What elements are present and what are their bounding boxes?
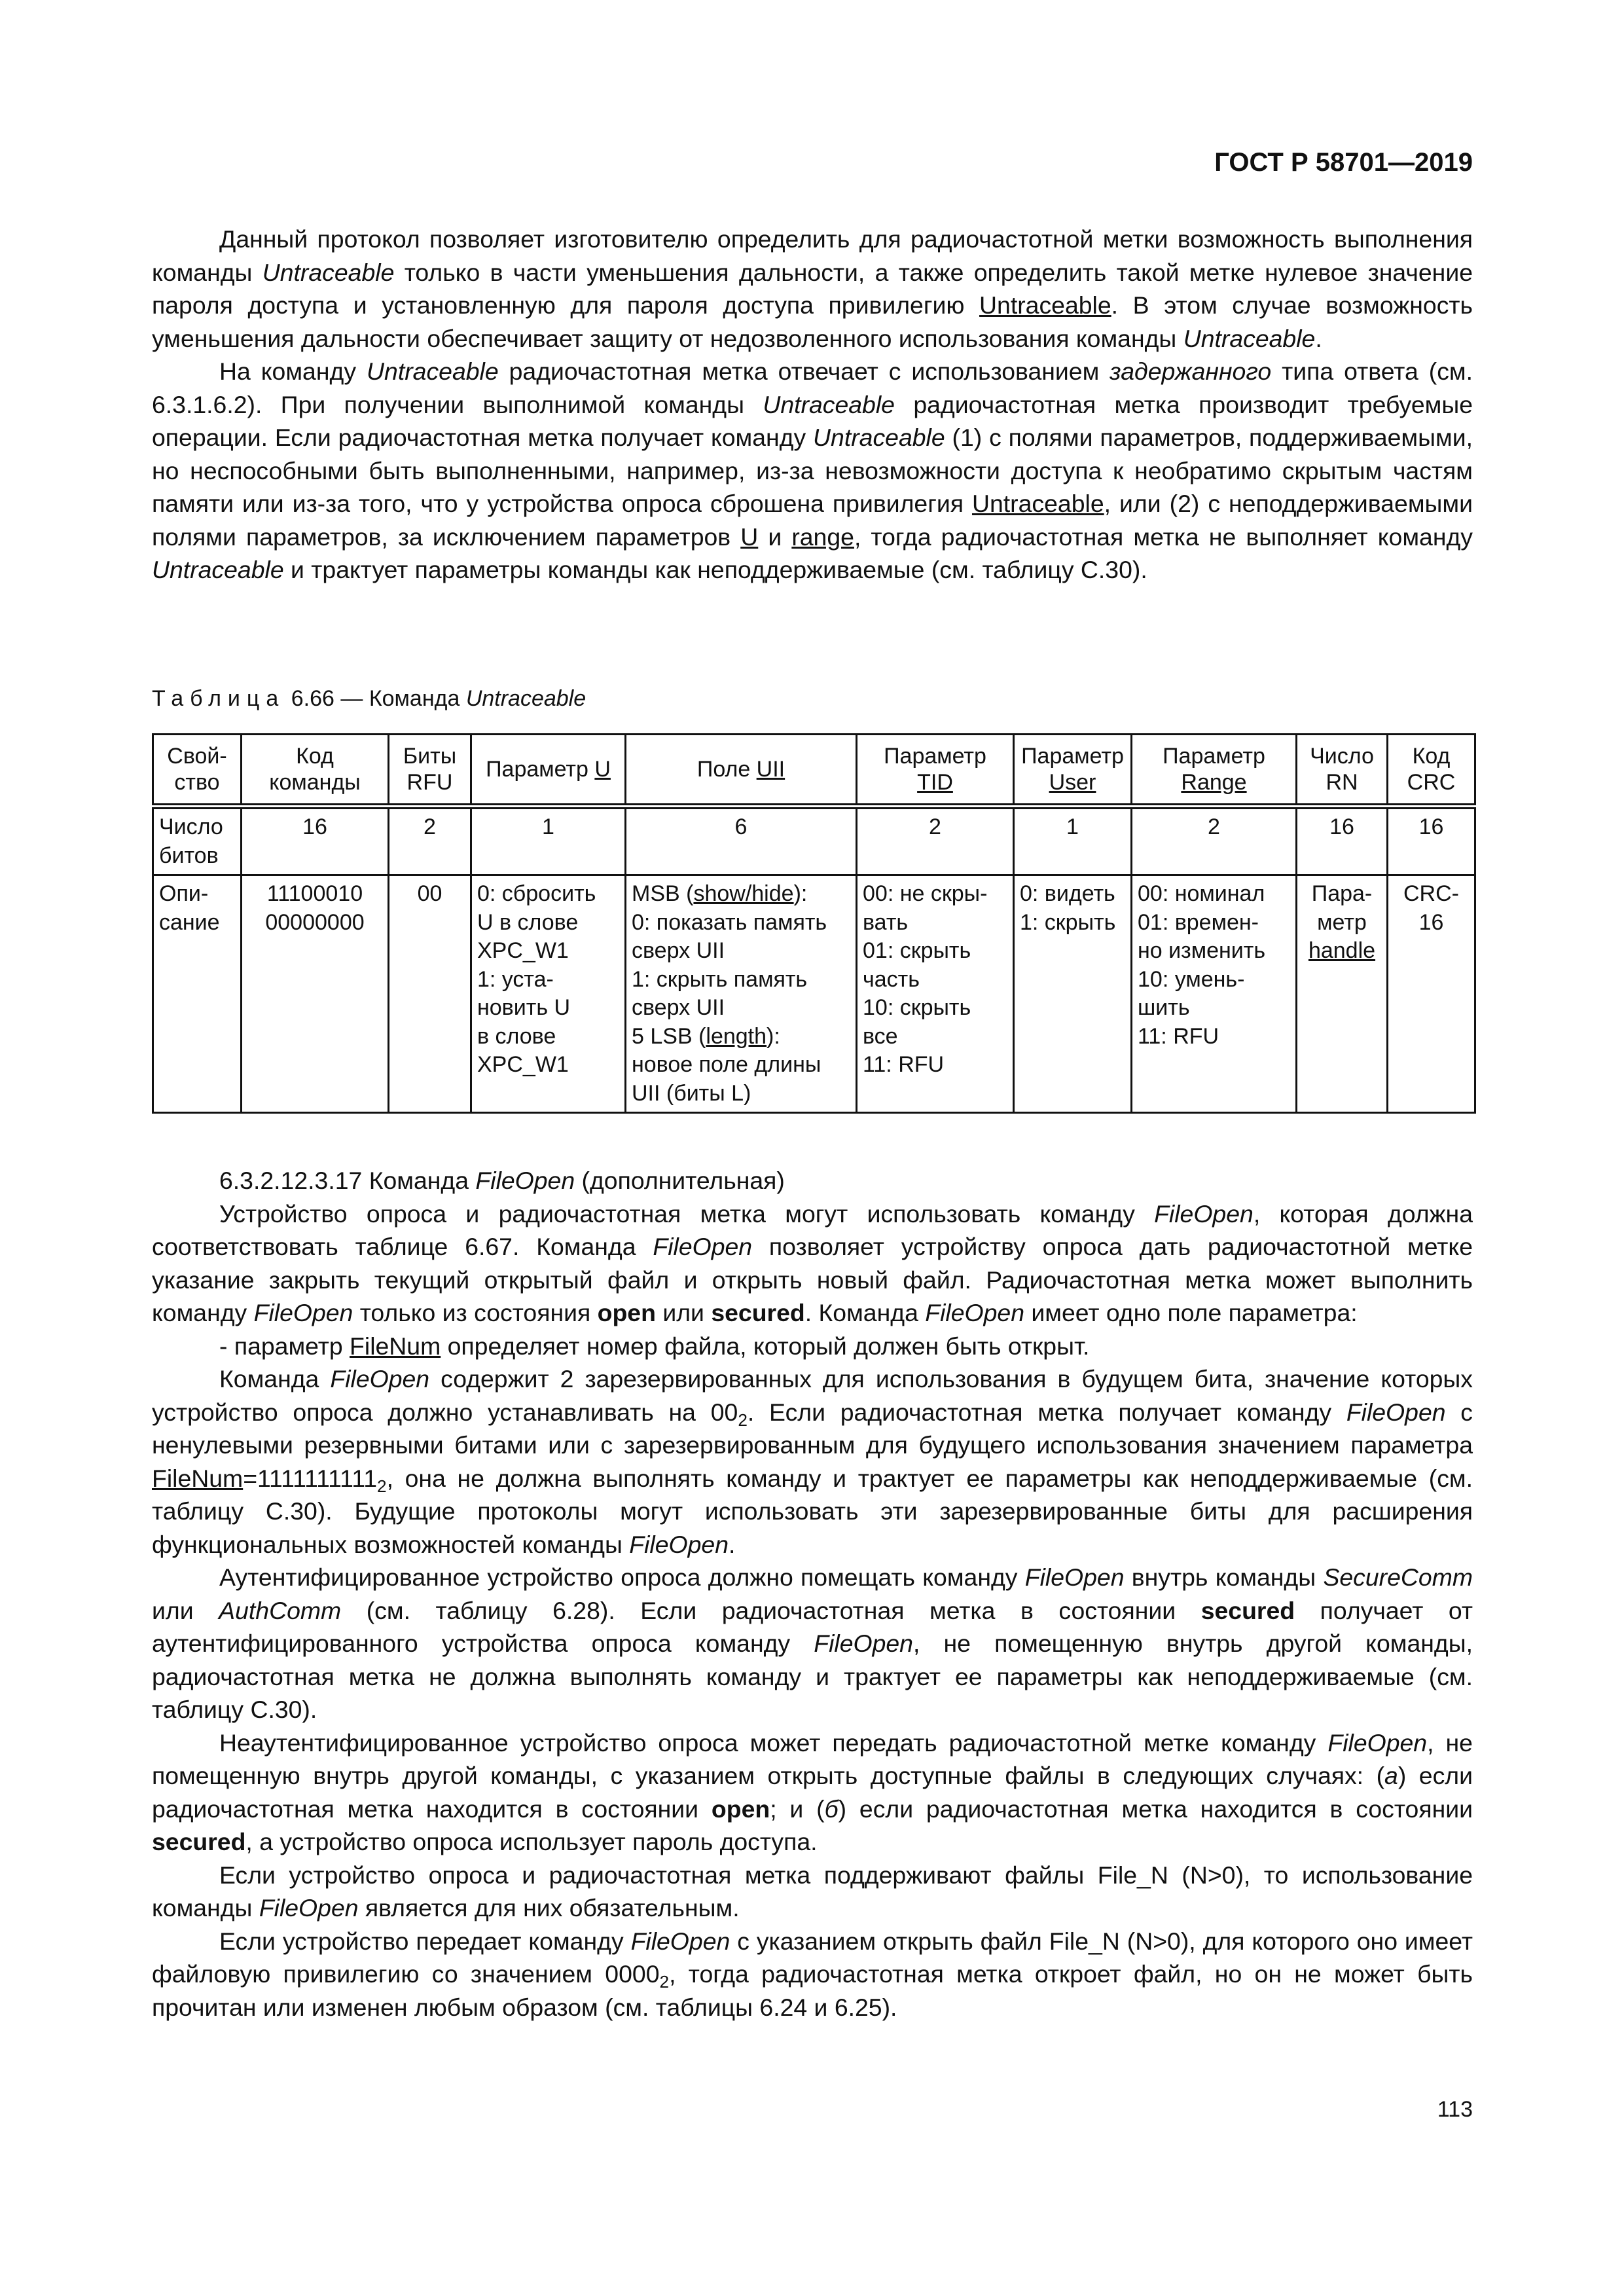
table-cell: 00: номинал 01: времен- но изменить 10: умень- шить 11: RFU — [1132, 875, 1297, 1113]
paragraph: Если устройство передает команду FileOpen с указанием открыть файл File_N (N>0), для которого оно имеет файловую привилегию со значением $0000_2$, тогда радиочастотная метка откроет файл, но он не может быть прочитан или изменен любым образом (см. таблицы 6.24 и 6.25). — [152, 1927, 1473, 2021]
header-cell: Параметр User — [1014, 735, 1132, 807]
paragraph: Команда FileOpen содержит 2 зарезервированных для использования в будущем бита, значение которых устройство опроса должно устанавливать на $00_2$. Если радиочастотная метка получает команду FileOpen с ненулевыми резервными битами или с зарезервированным для будущего использования значением параметра $FileNum=1111111111_2$, она не должна выполнять команду и трактует ее параметры как неподдерживаемые (см. таблицу С.30). Будущие протоколы могут использовать эти зарезервированные биты для расширения функциональных возможностей команды FileOpen. — [152, 1365, 1473, 1558]
table-cell: Опи- сание — [153, 875, 242, 1113]
table-cell: 0: видеть 1: скрыть — [1014, 875, 1132, 1113]
section-heading: 6.3.2.12.3.17 Команда FileOpen (дополнительная) — [219, 1167, 785, 1194]
table-cell: 16 — [1388, 807, 1475, 875]
document-header — [152, 148, 1473, 177]
underlined-term: FileNum — [152, 1464, 244, 1492]
paragraph: На команду Untraceable радиочастотная метка отвечает с использованием задержанного типа ответа (см. 6.3.1.6.2). При получении выполнимой команды Untraceable радиочастотная метка производит требуемые операции. Если радиочастотная метка получает команду Untraceable (1) с полями параметров, поддерживаемыми, но неспособными быть выполненными, например, из-за невозможности доступа к необратимо скрытым частям памяти или из-за того, что у устройства опроса сброшена привилегия Untraceable, или (2) с неподдерживаемыми полями параметров, за исключением параметров U и range, тогда радиочастотная метка не выполняет команду Untraceable и трактует параметры команды как неподдерживаемые (см. таблицу С.30). — [152, 357, 1473, 583]
header-cell: Параметр TID — [857, 735, 1014, 807]
header-cell: Код команды — [242, 735, 389, 807]
table-cell: 00 — [389, 875, 471, 1113]
paragraph: Неаутентифицированное устройство опроса может передать радиочастотной метке команду FileOpen, не помещенную внутрь другой команды, с указанием открыть доступные файлы в следующих случаях: (а) если радиочастотная метка находится в состоянии open; и (б) если радиочастотная метка находится в состоянии secured, а устройство опроса использует пароль доступа. — [152, 1728, 1473, 1855]
table-cell: MSB (show/hide): 0: показать память сверх UII 1: скрыть память сверх UII 5 LSB (length): новое поле длины UII (биты L) — [626, 875, 857, 1113]
underlined-term: U — [740, 522, 759, 551]
table-cell: Пара- метр handle — [1297, 875, 1388, 1113]
table-cell: 16 — [1297, 807, 1388, 875]
paragraph: Аутентифицированное устройство опроса должно помещать команду FileOpen внутрь команды SecureComm или AuthComm (см. таблицу 6.28). Если радиочастотная метка в состоянии secured получает от аутентифицированного устройства опроса команду FileOpen, не помещенную внутрь другой команды, радиочастотная метка не должна выполнять команду и трактует ее параметры как неподдерживаемые (см. таблицу С.30). — [152, 1563, 1473, 1723]
table-header-row — [153, 735, 1475, 807]
table-caption-name: Untraceable — [465, 686, 586, 711]
header-cell: Параметр Range — [1132, 735, 1297, 807]
body-text-bottom — [152, 1164, 1473, 2024]
header-cell: Биты RFU — [389, 735, 471, 807]
header-cell: Свой- ство — [153, 735, 242, 807]
table-row-description — [153, 875, 1475, 1113]
table-row-bits — [153, 807, 1475, 875]
underlined-term: FileNum — [350, 1332, 441, 1360]
underlined-term: range — [791, 522, 854, 551]
underlined-term: Untraceable — [979, 291, 1111, 319]
paragraph: Данный протокол позволяет изготовителю определить для радиочастотной метки возможность выполнения команды Untraceable только в части уменьшения дальности, а также определить такой метке нулевое значение пароля доступа и установленную для пароля доступа привилегию Untraceable. В этом случае возможность уменьшения дальности обеспечивает защиту от недозволенного использования команды Untraceable. — [152, 225, 1473, 352]
table-cell: 0: сбросить U в слове XPC_W1 1: уста- новить U в слове XPC_W1 — [471, 875, 626, 1113]
table-cell: 2 — [389, 807, 471, 875]
paragraph: Устройство опроса и радиочастотная метка могут использовать команду FileOpen, которая должна соответствовать таблице 6.67. Команда FileOpen позволяет устройству опроса дать радиочастотной метке указание закрыть текущий открытый файл и открыть новый файл. Радиочастотная метка может выполнить команду FileOpen только из состояния open или secured. Команда FileOpen имеет одно поле параметра: — [152, 1199, 1473, 1326]
table-cell: 00: не скры- вать 01: скрыть часть 10: скрыть все 11: RFU — [857, 875, 1014, 1113]
underlined-term: Untraceable — [972, 490, 1104, 517]
standard-number: ГОСТ Р 58701—2019 — [1214, 148, 1473, 177]
page-number: 113 — [1437, 2097, 1473, 2122]
table-cell: 16 — [242, 807, 389, 875]
table-cell: CRC- 16 — [1388, 875, 1475, 1113]
table-caption-number: 6.66 — Команда — [291, 686, 466, 711]
table-cell: 6 — [626, 807, 857, 875]
command-table — [152, 733, 1476, 1114]
paragraph: Если устройство опроса и радиочастотная метка поддерживают файлы File_N (N>0), то использование команды FileOpen является для них обязательным. — [152, 1861, 1473, 1922]
table-cell: 2 — [857, 807, 1014, 875]
table-caption — [152, 686, 586, 712]
header-cell: Число RN — [1297, 735, 1388, 807]
table-cell: Число битов — [153, 807, 242, 875]
list-item: - параметр FileNum определяет номер файла, который должен быть открыт. — [219, 1332, 1090, 1360]
body-text-top — [152, 223, 1473, 587]
table-caption-label: Таблица — [152, 686, 285, 711]
header-cell: Код CRC — [1388, 735, 1475, 807]
table-cell: 1 — [471, 807, 626, 875]
header-cell: Поле UII — [626, 735, 857, 807]
table-cell: 2 — [1132, 807, 1297, 875]
table-cell: 1 — [1014, 807, 1132, 875]
header-cell: Параметр U — [471, 735, 626, 807]
table-cell: 11100010 00000000 — [242, 875, 389, 1113]
